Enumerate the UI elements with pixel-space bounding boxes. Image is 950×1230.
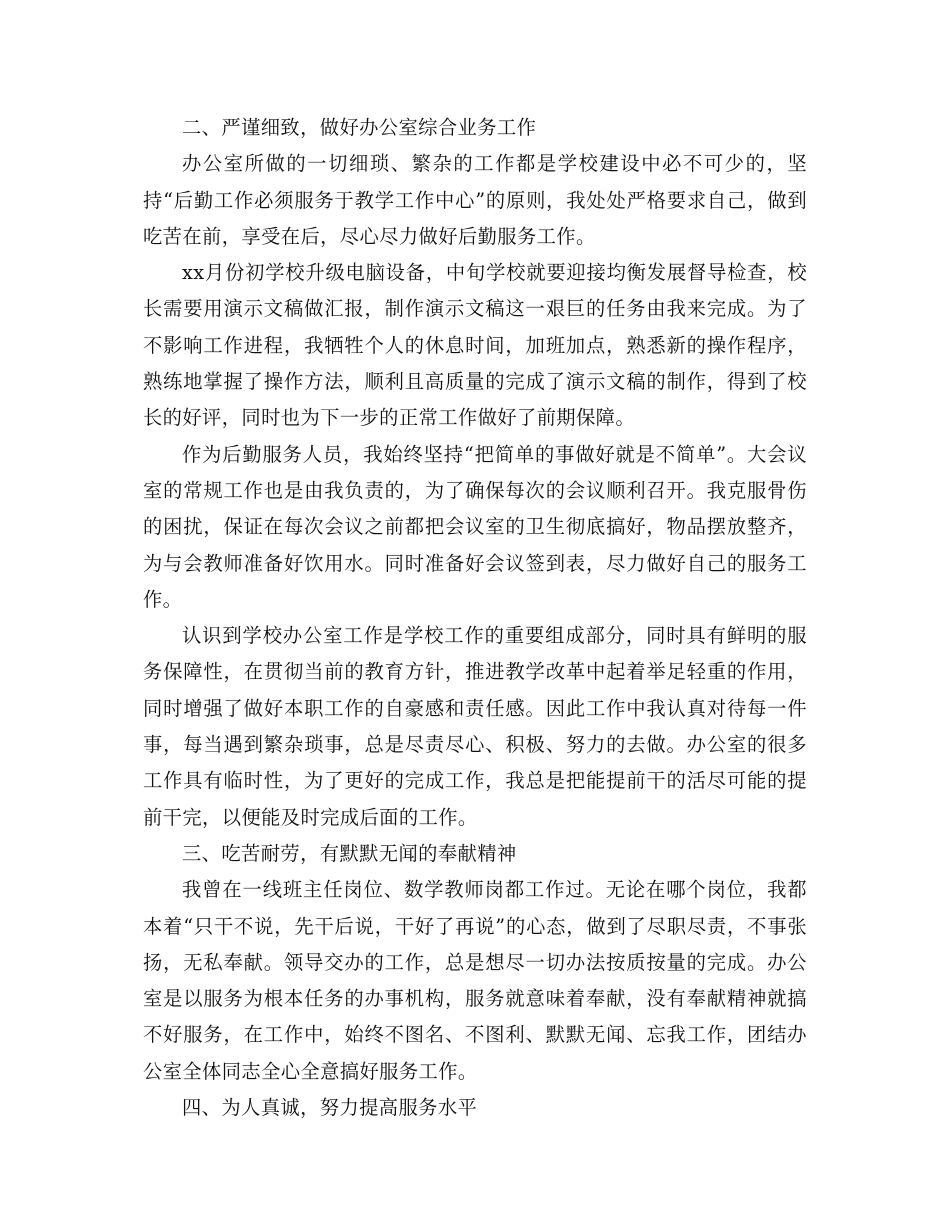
- paragraph-meeting-room: 作为后勤服务人员，我始终坚持“把简单的事做好就是不简单”。大会议室的常规工作也是由我负责的，为了确保每次的会议顺利召开。我克服骨伤的困扰，保证在每次会议之前都把会议室的卫生彻底搞好，物品摆放整齐，为与会教师准备好饮用水。同时准备好会议签到表，尽力做好自己的服务工作。: [143, 442, 807, 611]
- paragraph-office-importance: 认识到学校办公室工作是学校工作的重要组成部分，同时具有鲜明的服务保障性，在贯彻当前的教育方针，推进教学改革中起着举足轻重的作用，同时增强了做好本职工作的自豪感和责任感。因此工作中我认真对待每一件事，每当遇到繁杂琐事，总是尽责尽心、积极、努力的去做。办公室的很多工作具有临时性，为了更好的完成工作，我总是把能提前干的活尽可能的提前干完，以便能及时完成后面的工作。: [143, 624, 807, 829]
- paragraph-office-work: 办公室所做的一切细琐、繁杂的工作都是学校建设中必不可少的，坚持“后勤工作必须服务于教学工作中心”的原则，我处处严格要求自己，做到吃苦在前，享受在后，尽心尽力做好后勤服务工作。: [143, 152, 807, 248]
- section-heading-2: 二、严谨细致，做好办公室综合业务工作: [182, 116, 537, 139]
- document-body: [143, 110, 807, 1126]
- section-heading-4: 四、为人真诚，努力提高服务水平: [182, 1096, 478, 1120]
- section-heading-3: 三、吃苦耐劳，有默默无闻的奉献精神: [182, 841, 517, 865]
- paragraph-dedication: 我曾在一线班主任岗位、数学教师岗都工作过。无论在哪个岗位，我都本着“只干不说，先干后说，干好了再说”的心态，做到了尽职尽责，不事张扬，无私奉献。领导交办的工作，总是想尽一切办法按质按量的完成。办公室是以服务为根本任务的办事机构，服务就意味着奉献，没有奉献精神就搞不好服务，在工作中，始终不图名、不图利、默默无闻、忘我工作，团结办公室全体同志全心全意搞好服务工作。: [143, 878, 807, 1083]
- paragraph-presentation: xx月份初学校升级电脑设备，中旬学校就要迎接均衡发展督导检查，校长需要用演示文稿做汇报，制作演示文稿这一艰巨的任务由我来完成。为了不影响工作进程，我牺牲个人的休息时间，加班加点，熟悉新的操作程序，熟练地掌握了操作方法，顺利且高质量的完成了演示文稿的制作，得到了校长的好评，同时也为下一步的正常工作做好了前期保障。: [143, 261, 807, 430]
